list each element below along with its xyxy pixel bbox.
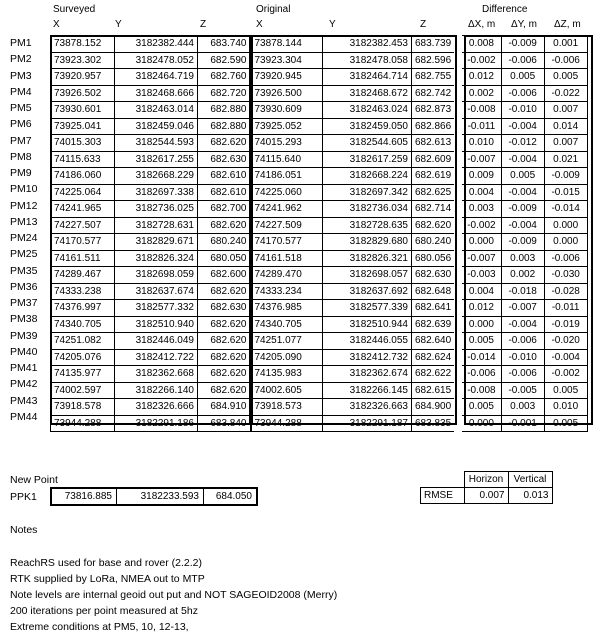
dx-cell: -0.006 bbox=[458, 366, 501, 383]
original-y-cell: 3182463.024 bbox=[323, 102, 412, 119]
original-x-cell: 74289.470 bbox=[251, 267, 323, 284]
dy-cell: -0.004 bbox=[501, 118, 544, 135]
surveyed-z-cell: 683.840 bbox=[198, 415, 251, 432]
table-row bbox=[51, 349, 588, 366]
original-y-cell: 3182829.680 bbox=[323, 234, 412, 251]
surveyed-y-cell: 3182826.324 bbox=[115, 250, 198, 267]
surveyed-z-cell: 682.620 bbox=[198, 382, 251, 399]
surveyed-x-cell: 73944.288 bbox=[51, 415, 115, 432]
table-row bbox=[51, 399, 588, 416]
surveyed-x-cell: 74161.511 bbox=[51, 250, 115, 267]
dy-cell: 0.003 bbox=[501, 250, 544, 267]
surveyed-z-cell: 682.610 bbox=[198, 184, 251, 201]
original-y-cell: 3182326.663 bbox=[323, 399, 412, 416]
dy-cell: -0.001 bbox=[501, 415, 544, 432]
dz-cell: 0.005 bbox=[544, 69, 587, 86]
original-z-cell: 682.619 bbox=[412, 168, 459, 185]
table-row bbox=[51, 415, 588, 432]
note-line-4: 200 iterations per point measured at 5hz bbox=[10, 605, 198, 617]
row-label-pm: PM44 bbox=[10, 410, 38, 423]
surveyed-x-cell: 74225.064 bbox=[51, 184, 115, 201]
dx-cell: 0.003 bbox=[458, 201, 501, 218]
surveyed-z-cell: 682.620 bbox=[198, 366, 251, 383]
original-z-cell: 682.640 bbox=[412, 333, 459, 350]
difference-header: Difference bbox=[482, 4, 528, 15]
original-x-cell: 74135.983 bbox=[251, 366, 323, 383]
original-y-header: Y bbox=[329, 19, 336, 30]
surveyed-z-cell: 682.620 bbox=[198, 217, 251, 234]
original-x-cell: 74227.509 bbox=[251, 217, 323, 234]
dx-cell: 0.012 bbox=[458, 300, 501, 317]
row-label-pm: PM41 bbox=[10, 362, 38, 374]
original-z-cell: 682.639 bbox=[412, 316, 459, 333]
new-point-y: 3182233.593 bbox=[117, 488, 204, 505]
rmse-label: RMSE bbox=[421, 488, 465, 504]
original-x-cell: 74115.640 bbox=[251, 151, 323, 168]
dy-cell: -0.004 bbox=[501, 151, 544, 168]
note-line-3: Note levels are internal geoid out put and NOT SAGEOID2008 (Merry) bbox=[10, 589, 338, 601]
dz-cell: 0.007 bbox=[544, 102, 587, 119]
dy-cell: -0.006 bbox=[501, 52, 544, 69]
dz-cell: -0.015 bbox=[544, 184, 587, 201]
surveyed-y-cell: 3182577.332 bbox=[115, 300, 198, 317]
dy-cell: -0.018 bbox=[501, 283, 544, 300]
original-z-cell: 684.900 bbox=[412, 399, 459, 416]
surveyed-x-cell: 74135.977 bbox=[51, 366, 115, 383]
surveyed-y-cell: 3182478.052 bbox=[115, 52, 198, 69]
row-label-pm: PM24 bbox=[10, 232, 38, 244]
row-label-pm: PM37 bbox=[10, 297, 38, 309]
original-y-cell: 3182728.635 bbox=[323, 217, 412, 234]
surveyed-z-cell: 682.630 bbox=[198, 151, 251, 168]
original-x-cell: 73878.144 bbox=[251, 36, 323, 53]
dy-cell: -0.004 bbox=[501, 217, 544, 234]
surveyed-z-cell: 683.740 bbox=[198, 36, 251, 53]
original-x-cell: 74376.985 bbox=[251, 300, 323, 317]
dy-cell: 0.002 bbox=[501, 267, 544, 284]
original-x-cell: 73918.573 bbox=[251, 399, 323, 416]
surveyed-x-cell: 74002.597 bbox=[51, 382, 115, 399]
surveyed-y-cell: 3182697.338 bbox=[115, 184, 198, 201]
original-y-cell: 3182291.187 bbox=[323, 415, 412, 432]
surveyed-y-cell: 3182464.719 bbox=[115, 69, 198, 86]
row-label-pm: PM42 bbox=[10, 378, 38, 391]
surveyed-x-cell: 74115.633 bbox=[51, 151, 115, 168]
original-z-cell: 682.596 bbox=[412, 52, 459, 69]
dx-cell: -0.011 bbox=[458, 118, 501, 135]
original-y-cell: 3182826.321 bbox=[323, 250, 412, 267]
dz-cell: 0.014 bbox=[544, 118, 587, 135]
dx-cell: -0.007 bbox=[458, 151, 501, 168]
surveyed-z-cell: 680.050 bbox=[198, 250, 251, 267]
original-x-cell: 74251.077 bbox=[251, 333, 323, 350]
original-y-cell: 3182736.034 bbox=[323, 201, 412, 218]
table-row bbox=[51, 250, 588, 267]
original-y-cell: 3182697.342 bbox=[323, 184, 412, 201]
dz-cell: 0.001 bbox=[544, 36, 587, 53]
surveyed-z-cell: 682.600 bbox=[198, 267, 251, 284]
original-z-cell: 682.742 bbox=[412, 85, 459, 102]
table-row bbox=[51, 366, 588, 383]
surveyed-header: Surveyed bbox=[53, 4, 96, 15]
surveyed-z-cell: 682.630 bbox=[198, 300, 251, 317]
note-line-1: ReachRS used for base and rover (2.2.2) bbox=[10, 557, 203, 569]
surveyed-z-header: Z bbox=[200, 19, 207, 30]
original-y-cell: 3182446.055 bbox=[323, 333, 412, 350]
surveyed-y-cell: 3182446.049 bbox=[115, 333, 198, 350]
surveyed-z-cell: 682.620 bbox=[198, 333, 251, 350]
row-label-pm: PM43 bbox=[10, 394, 38, 407]
table-row bbox=[51, 52, 588, 69]
surveyed-z-cell: 682.620 bbox=[198, 349, 251, 366]
surveyed-x-cell: 73930.601 bbox=[51, 102, 115, 119]
surveyed-x-cell: 74186.060 bbox=[51, 168, 115, 185]
original-y-cell: 3182544.605 bbox=[323, 135, 412, 152]
dx-cell: 0.002 bbox=[458, 85, 501, 102]
surveyed-x-cell: 74333.238 bbox=[51, 283, 115, 300]
original-z-cell: 682.609 bbox=[412, 151, 459, 168]
table-row bbox=[51, 151, 588, 168]
dz-cell: -0.004 bbox=[544, 349, 587, 366]
surveyed-x-cell: 74170.577 bbox=[51, 234, 115, 251]
surveyed-x-cell: 74015.303 bbox=[51, 135, 115, 152]
surveyed-z-cell: 682.700 bbox=[198, 201, 251, 218]
notes-title: Notes bbox=[10, 524, 38, 536]
original-x-header: X bbox=[256, 19, 263, 30]
row-label-pm: PM4 bbox=[10, 85, 32, 98]
surveyed-x-cell: 73926.502 bbox=[51, 85, 115, 102]
table-row bbox=[51, 36, 588, 53]
original-y-cell: 3182362.674 bbox=[323, 366, 412, 383]
surveyed-y-cell: 3182829.671 bbox=[115, 234, 198, 251]
dy-cell: -0.006 bbox=[501, 333, 544, 350]
surveyed-z-cell: 682.620 bbox=[198, 316, 251, 333]
row-label-pm: PM35 bbox=[10, 264, 38, 277]
dz-cell: -0.009 bbox=[544, 168, 587, 185]
surveyed-y-cell: 3182637.674 bbox=[115, 283, 198, 300]
note-line-5: Extreme conditions at PM5, 10, 12-13, bbox=[10, 621, 189, 633]
original-z-cell: 682.630 bbox=[412, 267, 459, 284]
original-x-cell: 74340.705 bbox=[251, 316, 323, 333]
original-x-cell: 74170.577 bbox=[251, 234, 323, 251]
surveyed-y-cell: 3182728.631 bbox=[115, 217, 198, 234]
surveyed-z-cell: 682.880 bbox=[198, 102, 251, 119]
surveyed-x-cell: 73918.578 bbox=[51, 399, 115, 416]
dz-cell: 0.000 bbox=[544, 234, 587, 251]
dz-cell: 0.021 bbox=[544, 151, 587, 168]
original-z-cell: 682.622 bbox=[412, 366, 459, 383]
dz-cell: -0.006 bbox=[544, 52, 587, 69]
surveyed-x-cell: 74251.082 bbox=[51, 333, 115, 350]
original-x-cell: 73923.304 bbox=[251, 52, 323, 69]
surveyed-z-cell: 682.610 bbox=[198, 168, 251, 185]
original-z-cell: 682.866 bbox=[412, 118, 459, 135]
dx-cell: 0.000 bbox=[458, 234, 501, 251]
surveyed-y-cell: 3182326.666 bbox=[115, 399, 198, 416]
dz-cell: 0.007 bbox=[544, 135, 587, 152]
surveyed-y-cell: 3182510.940 bbox=[115, 316, 198, 333]
dy-cell: -0.004 bbox=[501, 184, 544, 201]
dx-cell: 0.004 bbox=[458, 184, 501, 201]
dz-header: ΔZ, m bbox=[554, 19, 581, 30]
dz-cell: 0.010 bbox=[544, 399, 587, 416]
surveyed-y-cell: 3182459.046 bbox=[115, 118, 198, 135]
surveyed-x-cell: 74376.997 bbox=[51, 300, 115, 317]
original-x-cell: 73944.288 bbox=[251, 415, 323, 432]
table-row bbox=[51, 316, 588, 333]
original-y-cell: 3182698.057 bbox=[323, 267, 412, 284]
original-y-cell: 3182464.714 bbox=[323, 69, 412, 86]
dx-cell: 0.009 bbox=[458, 168, 501, 185]
original-x-cell: 74015.293 bbox=[251, 135, 323, 152]
original-z-cell: 682.620 bbox=[412, 217, 459, 234]
table-row bbox=[51, 69, 588, 86]
dz-cell: -0.028 bbox=[544, 283, 587, 300]
original-x-cell: 74161.518 bbox=[251, 250, 323, 267]
surveyed-y-cell: 3182544.593 bbox=[115, 135, 198, 152]
dx-cell: -0.007 bbox=[458, 250, 501, 267]
dz-cell: 0.000 bbox=[544, 217, 587, 234]
surveyed-x-cell: 73925.041 bbox=[51, 118, 115, 135]
surveyed-z-cell: 682.590 bbox=[198, 52, 251, 69]
new-point-label: PPK1 bbox=[10, 491, 37, 503]
dz-cell: -0.011 bbox=[544, 300, 587, 317]
original-x-cell: 74225.060 bbox=[251, 184, 323, 201]
table-row bbox=[51, 234, 588, 251]
dy-cell: -0.006 bbox=[501, 366, 544, 383]
surveyed-z-cell: 682.620 bbox=[198, 135, 251, 152]
dx-cell: 0.005 bbox=[458, 399, 501, 416]
original-y-cell: 3182577.339 bbox=[323, 300, 412, 317]
dy-cell: -0.010 bbox=[501, 102, 544, 119]
dx-cell: 0.008 bbox=[458, 36, 501, 53]
surveyed-y-cell: 3182736.025 bbox=[115, 201, 198, 218]
dx-cell: -0.002 bbox=[458, 217, 501, 234]
original-y-cell: 3182637.692 bbox=[323, 283, 412, 300]
original-x-cell: 74333.234 bbox=[251, 283, 323, 300]
surveyed-z-cell: 682.760 bbox=[198, 69, 251, 86]
original-y-cell: 3182382.453 bbox=[323, 36, 412, 53]
table-row bbox=[51, 118, 588, 135]
new-point-title: New Point bbox=[10, 474, 58, 486]
table-row bbox=[51, 184, 588, 201]
dx-cell: 0.004 bbox=[458, 283, 501, 300]
original-y-cell: 3182412.732 bbox=[323, 349, 412, 366]
surveyed-y-cell: 3182362.668 bbox=[115, 366, 198, 383]
dz-cell: 0.005 bbox=[544, 415, 587, 432]
original-x-cell: 73920.945 bbox=[251, 69, 323, 86]
dy-cell: -0.006 bbox=[501, 85, 544, 102]
surveyed-y-cell: 3182617.255 bbox=[115, 151, 198, 168]
table-row bbox=[51, 267, 588, 284]
rmse-vertical-value: 0.013 bbox=[508, 488, 552, 504]
original-y-cell: 3182468.672 bbox=[323, 85, 412, 102]
surveyed-y-cell: 3182266.140 bbox=[115, 382, 198, 399]
surveyed-y-cell: 3182468.666 bbox=[115, 85, 198, 102]
table-row bbox=[51, 135, 588, 152]
row-label-pm: PM36 bbox=[10, 280, 38, 293]
dy-cell: -0.005 bbox=[501, 382, 544, 399]
rmse-horizon-header: Horizon bbox=[464, 472, 508, 488]
surveyed-y-cell: 3182291.186 bbox=[115, 415, 198, 432]
row-label-pm: PM38 bbox=[10, 313, 38, 326]
dz-cell: -0.020 bbox=[544, 333, 587, 350]
surveyed-z-cell: 682.720 bbox=[198, 85, 251, 102]
table-row bbox=[51, 283, 588, 300]
dz-cell: -0.006 bbox=[544, 250, 587, 267]
surveyed-x-cell: 74241.965 bbox=[51, 201, 115, 218]
row-label-pm: PM3 bbox=[10, 69, 32, 82]
surveyed-x-cell: 74289.467 bbox=[51, 267, 115, 284]
dy-cell: -0.010 bbox=[501, 349, 544, 366]
table-row bbox=[51, 168, 588, 185]
dx-cell: 0.012 bbox=[458, 69, 501, 86]
original-z-cell: 682.873 bbox=[412, 102, 459, 119]
table-row bbox=[51, 102, 588, 119]
dz-cell: -0.019 bbox=[544, 316, 587, 333]
table-row bbox=[51, 333, 588, 350]
surveyed-x-header: X bbox=[53, 19, 60, 30]
row-label-pm: PM39 bbox=[10, 329, 38, 342]
row-label-pm: PM40 bbox=[10, 345, 38, 358]
dx-cell: -0.003 bbox=[458, 267, 501, 284]
new-point-x: 73816.885 bbox=[51, 488, 117, 505]
surveyed-y-cell: 3182698.059 bbox=[115, 267, 198, 284]
dy-cell: 0.005 bbox=[501, 168, 544, 185]
table-row bbox=[51, 217, 588, 234]
dx-header: ΔX, m bbox=[468, 19, 496, 30]
original-z-cell: 682.615 bbox=[412, 382, 459, 399]
original-z-cell: 683.739 bbox=[412, 36, 459, 53]
dz-cell: -0.014 bbox=[544, 201, 587, 218]
original-y-cell: 3182617.259 bbox=[323, 151, 412, 168]
row-label-pm: PM6 bbox=[10, 118, 32, 131]
original-y-cell: 3182478.058 bbox=[323, 52, 412, 69]
original-x-cell: 74186.051 bbox=[251, 168, 323, 185]
original-z-cell: 682.714 bbox=[412, 201, 459, 218]
surveyed-y-cell: 3182463.014 bbox=[115, 102, 198, 119]
table-row bbox=[51, 300, 588, 317]
dx-cell: -0.008 bbox=[458, 102, 501, 119]
dx-cell: 0.000 bbox=[458, 316, 501, 333]
row-label-pm: PM2 bbox=[10, 53, 32, 66]
row-label-pm: PM5 bbox=[10, 102, 32, 114]
dy-cell: 0.003 bbox=[501, 399, 544, 416]
original-z-cell: 682.625 bbox=[412, 184, 459, 201]
dy-cell: 0.005 bbox=[501, 69, 544, 86]
new-point-z: 684.050 bbox=[204, 488, 258, 505]
original-x-cell: 73930.609 bbox=[251, 102, 323, 119]
surveyed-z-cell: 684.910 bbox=[198, 399, 251, 416]
original-y-cell: 3182459.050 bbox=[323, 118, 412, 135]
row-label-pm: PM25 bbox=[10, 248, 38, 261]
rmse-vertical-header: Vertical bbox=[508, 472, 552, 488]
dx-cell: 0.005 bbox=[458, 333, 501, 350]
row-label-pm: PM13 bbox=[10, 215, 38, 228]
surveyed-x-cell: 74340.705 bbox=[51, 316, 115, 333]
original-z-cell: 680.056 bbox=[412, 250, 459, 267]
row-label-pm: PM12 bbox=[10, 199, 38, 212]
dz-cell: -0.030 bbox=[544, 267, 587, 284]
surveyed-x-cell: 73920.957 bbox=[51, 69, 115, 86]
original-header: Original bbox=[256, 4, 291, 15]
survey-table bbox=[50, 35, 588, 432]
original-z-cell: 682.641 bbox=[412, 300, 459, 317]
original-z-header: Z bbox=[420, 19, 427, 30]
row-label-pm: PM9 bbox=[10, 167, 32, 179]
dz-cell: -0.022 bbox=[544, 85, 587, 102]
note-line-2: RTK supplied by LoRa, NMEA out to MTP bbox=[10, 573, 205, 585]
row-label-pm: PM8 bbox=[10, 150, 32, 163]
original-z-cell: 682.624 bbox=[412, 349, 459, 366]
table-row bbox=[51, 85, 588, 102]
original-y-cell: 3182266.145 bbox=[323, 382, 412, 399]
original-z-cell: 682.613 bbox=[412, 135, 459, 152]
dy-cell: -0.007 bbox=[501, 300, 544, 317]
rmse-horizon-value: 0.007 bbox=[464, 488, 508, 504]
table-row bbox=[51, 382, 588, 399]
surveyed-x-cell: 74205.076 bbox=[51, 349, 115, 366]
surveyed-y-cell: 3182668.229 bbox=[115, 168, 198, 185]
surveyed-z-cell: 682.620 bbox=[198, 283, 251, 300]
new-point-table bbox=[50, 487, 258, 506]
dx-cell: 0.010 bbox=[458, 135, 501, 152]
dx-cell: -0.002 bbox=[458, 52, 501, 69]
original-z-cell: 682.648 bbox=[412, 283, 459, 300]
original-x-cell: 74002.605 bbox=[251, 382, 323, 399]
rmse-table bbox=[420, 471, 553, 504]
row-label-pm: PM1 bbox=[10, 37, 32, 49]
original-y-cell: 3182510.944 bbox=[323, 316, 412, 333]
original-y-cell: 3182668.224 bbox=[323, 168, 412, 185]
row-label-pm: PM7 bbox=[10, 134, 32, 147]
dy-header: ΔY, m bbox=[511, 19, 537, 30]
surveyed-x-cell: 73878.152 bbox=[51, 36, 115, 53]
dy-cell: -0.009 bbox=[501, 201, 544, 218]
original-z-cell: 683.835 bbox=[412, 415, 459, 432]
surveyed-z-cell: 680.240 bbox=[198, 234, 251, 251]
original-x-cell: 74241.962 bbox=[251, 201, 323, 218]
surveyed-y-header: Y bbox=[115, 19, 122, 30]
surveyed-x-cell: 73923.302 bbox=[51, 52, 115, 69]
surveyed-x-cell: 74227.507 bbox=[51, 217, 115, 234]
dy-cell: -0.009 bbox=[501, 36, 544, 53]
dy-cell: -0.012 bbox=[501, 135, 544, 152]
dz-cell: 0.005 bbox=[544, 382, 587, 399]
row-label-pm: PM10 bbox=[10, 183, 38, 196]
surveyed-y-cell: 3182412.722 bbox=[115, 349, 198, 366]
dx-cell: 0.000 bbox=[458, 415, 501, 432]
dx-cell: -0.008 bbox=[458, 382, 501, 399]
surveyed-z-cell: 682.880 bbox=[198, 118, 251, 135]
surveyed-y-cell: 3182382.444 bbox=[115, 36, 198, 53]
dy-cell: -0.009 bbox=[501, 234, 544, 251]
dy-cell: -0.004 bbox=[501, 316, 544, 333]
original-x-cell: 73926.500 bbox=[251, 85, 323, 102]
original-z-cell: 682.755 bbox=[412, 69, 459, 86]
original-z-cell: 680.240 bbox=[412, 234, 459, 251]
original-x-cell: 74205.090 bbox=[251, 349, 323, 366]
dx-cell: -0.014 bbox=[458, 349, 501, 366]
table-row bbox=[51, 201, 588, 218]
dz-cell: -0.002 bbox=[544, 366, 587, 383]
original-x-cell: 73925.052 bbox=[251, 118, 323, 135]
